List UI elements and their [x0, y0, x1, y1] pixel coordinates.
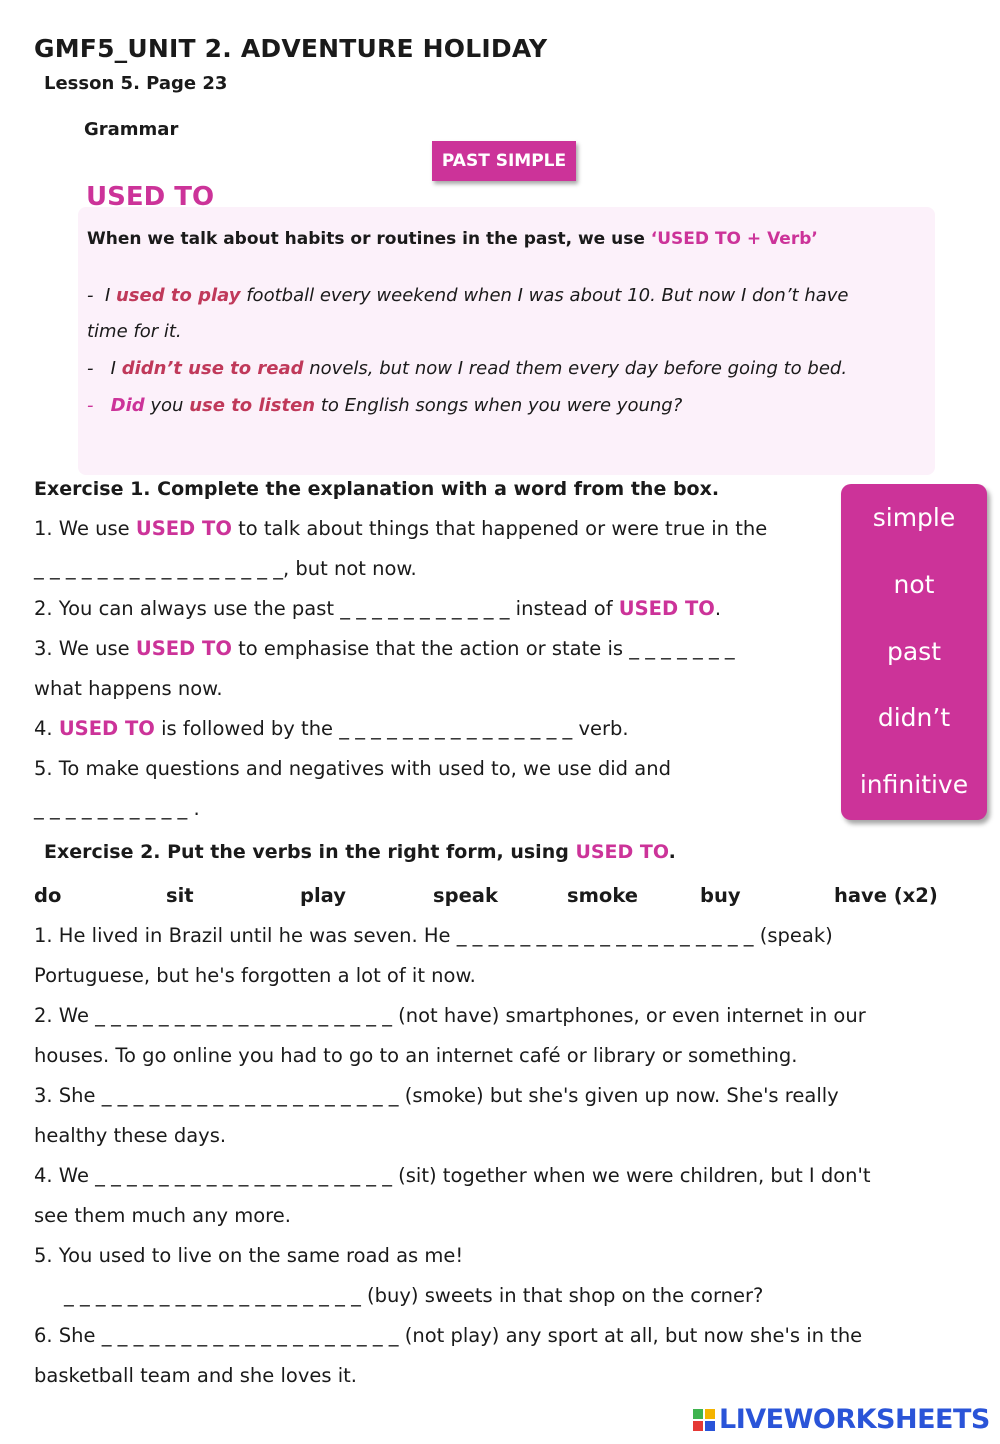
verb-option: speak [433, 884, 498, 907]
ex1-item-5-blank[interactable]: _ _ _ _ _ _ _ _ _ _ . [34, 797, 200, 820]
ex2-item-3[interactable]: 3. She _ _ _ _ _ _ _ _ _ _ _ _ _ _ _ _ _ _ _ (smoke) but she's given up now. She's really [34, 1084, 839, 1107]
ex2-item-1[interactable]: 1. He lived in Brazil until he was seven. He _ _ _ _ _ _ _ _ _ _ _ _ _ _ _ _ _ _ _ (speak) [34, 924, 833, 947]
ex2-item-3-continued: healthy these days. [34, 1124, 227, 1147]
word-option[interactable]: didn’t [877, 703, 951, 732]
ex1-item-3[interactable]: 3. We use USED TO to emphasise that the action or state is _ _ _ _ _ _ _ [34, 637, 735, 660]
liveworksheets-logo [693, 1404, 990, 1435]
ex1-item-1-blank[interactable]: _ _ _ _ _ _ _ _ _ _ _ _ _ _ _ _, but not now. [34, 557, 417, 580]
example-1-continued: time for it. [87, 321, 182, 342]
ex1-item-1: 1. We use USED TO to talk about things that happened or were true in the [34, 517, 768, 540]
example-2: - I didn’t use to read novels, but now I read them every day before going to bed. [87, 358, 848, 379]
page-title: GMF5_UNIT 2. ADVENTURE HOLIDAY [34, 34, 548, 63]
logo-icon [693, 1409, 715, 1431]
example-1: - I used to play football every weekend when I was about 10. But now I don’t have [87, 285, 849, 306]
verb-option: have (x2) [834, 884, 938, 907]
ex2-item-6[interactable]: 6. She _ _ _ _ _ _ _ _ _ _ _ _ _ _ _ _ _ _ _ (not play) any sport at all, but now she's in the [34, 1324, 863, 1347]
ex2-item-4-continued: see them much any more. [34, 1204, 291, 1227]
ex2-item-6-continued: basketball team and she loves it. [34, 1364, 357, 1387]
word-option[interactable]: infinitive [859, 770, 969, 799]
word-option[interactable]: not [893, 570, 935, 599]
verb-option: sit [166, 884, 194, 907]
exercise1-title: Exercise 1. Complete the explanation with a word from the box. [34, 478, 720, 500]
word-option[interactable]: past [886, 637, 942, 666]
ex1-item-4[interactable]: 4. USED TO is followed by the _ _ _ _ _ _ _ _ _ _ _ _ _ _ _ verb. [34, 717, 629, 740]
ex1-item-2[interactable]: 2. You can always use the past _ _ _ _ _ _ _ _ _ _ _ instead of USED TO. [34, 597, 722, 620]
verb-option: play [300, 884, 346, 907]
ex2-item-5: 5. You used to live on the same road as me! [34, 1244, 464, 1267]
grammar-heading: USED TO [86, 182, 215, 212]
ex2-item-5-blank[interactable]: _ _ _ _ _ _ _ _ _ _ _ _ _ _ _ _ _ _ _ (buy) sweets in that shop on the corner? [64, 1284, 764, 1307]
past-simple-button[interactable]: PAST SIMPLE [432, 141, 576, 181]
ex1-item-5: 5. To make questions and negatives with used to, we use did and [34, 757, 671, 780]
ex2-item-1-continued: Portuguese, but he's forgotten a lot of it now. [34, 964, 476, 987]
verb-option: buy [700, 884, 741, 907]
ex2-item-4[interactable]: 4. We _ _ _ _ _ _ _ _ _ _ _ _ _ _ _ _ _ _ _ (sit) together when we were children, but I don't [34, 1164, 871, 1187]
ex2-item-2[interactable]: 2. We _ _ _ _ _ _ _ _ _ _ _ _ _ _ _ _ _ _ _ (not have) smartphones, or even internet in our [34, 1004, 866, 1027]
logo-text: LIVEWORKSHEETS [719, 1404, 990, 1435]
exercise2-title: Exercise 2. Put the verbs in the right form, using USED TO. [44, 841, 676, 863]
grammar-rule: When we talk about habits or routines in the past, we use ‘USED TO + Verb’ [87, 229, 818, 249]
word-option[interactable]: simple [872, 503, 956, 532]
rule-highlight: ‘USED TO + Verb’ [650, 229, 818, 249]
lesson-label: Lesson 5. Page 23 [44, 73, 228, 94]
example-3: - Did you use to listen to English songs when you were young? [87, 395, 683, 416]
ex1-item-3-continued: what happens now. [34, 677, 223, 700]
word-box [841, 484, 987, 820]
section-label: Grammar [84, 119, 179, 140]
ex2-item-2-continued: houses. To go online you had to go to an internet café or library or something. [34, 1044, 798, 1067]
verb-option: smoke [567, 884, 638, 907]
verb-option: do [34, 884, 62, 907]
